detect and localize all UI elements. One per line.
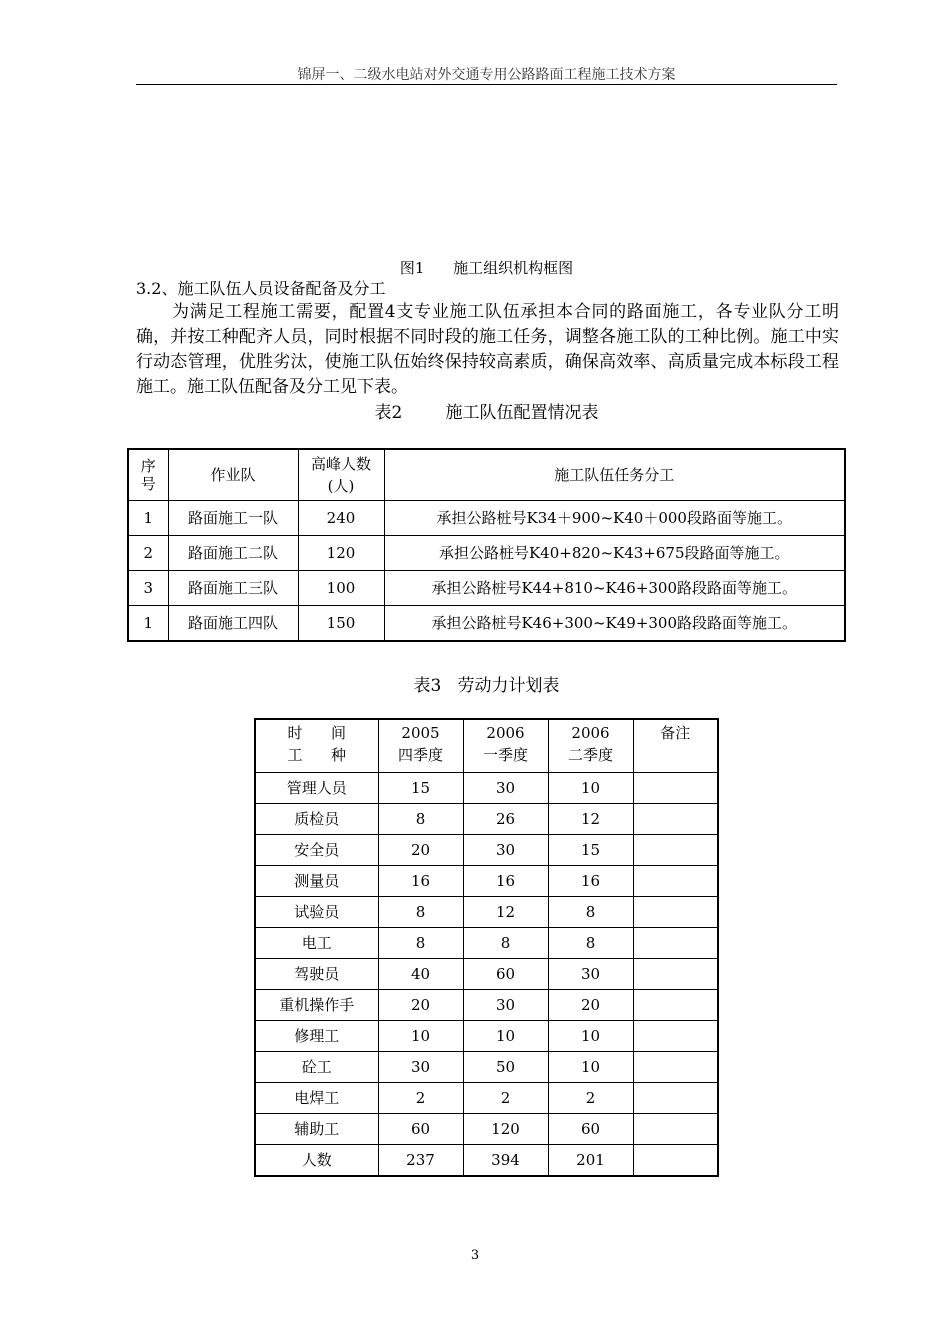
row-value: 394	[463, 1145, 548, 1177]
row-value: 16	[548, 866, 633, 897]
period-year: 2006	[486, 724, 525, 742]
table-header-row	[128, 449, 845, 501]
corner-type-label: 工 种	[287, 746, 347, 764]
period-quarter: 一季度	[482, 746, 528, 764]
row-value: 8	[548, 897, 633, 928]
labor-plan-table	[254, 718, 719, 1177]
row-no: 2	[128, 536, 168, 571]
row-task: 承担公路桩号K40+820~K43+675段路面等施工。	[384, 536, 845, 571]
row-value: 60	[378, 1114, 463, 1145]
row-remark	[633, 1145, 718, 1177]
row-team: 路面施工一队	[168, 501, 298, 536]
row-value: 10	[548, 1021, 633, 1052]
row-value: 8	[378, 928, 463, 959]
row-peak: 100	[298, 571, 384, 606]
row-type: 砼工	[255, 1052, 378, 1083]
period-quarter: 四季度	[397, 746, 443, 764]
row-value: 50	[463, 1052, 548, 1083]
row-value: 30	[463, 990, 548, 1021]
row-remark	[633, 1021, 718, 1052]
page-header: 锦屏一、二级水电站对外交通专用公路路面工程施工技术方案	[297, 67, 676, 83]
period-header	[378, 719, 463, 773]
row-value: 20	[378, 835, 463, 866]
period-header	[463, 719, 548, 773]
period-quarter: 二季度	[567, 746, 613, 764]
table-row	[255, 1021, 718, 1052]
row-value: 120	[463, 1114, 548, 1145]
row-value: 16	[378, 866, 463, 897]
row-remark	[633, 1052, 718, 1083]
row-team: 路面施工四队	[168, 606, 298, 642]
row-value: 201	[548, 1145, 633, 1177]
row-value: 10	[378, 1021, 463, 1052]
row-type: 人数	[255, 1145, 378, 1177]
row-task: 承担公路桩号K34＋900~K40＋000段路面等施工。	[384, 501, 845, 536]
row-type: 驾驶员	[255, 959, 378, 990]
row-value: 15	[548, 835, 633, 866]
row-peak: 120	[298, 536, 384, 571]
row-type: 电焊工	[255, 1083, 378, 1114]
header-rule	[136, 84, 837, 85]
row-type: 管理人员	[255, 773, 378, 804]
row-value: 10	[548, 1052, 633, 1083]
row-peak: 150	[298, 606, 384, 642]
row-peak: 240	[298, 501, 384, 536]
row-team: 路面施工三队	[168, 571, 298, 606]
row-remark	[633, 866, 718, 897]
row-value: 8	[463, 928, 548, 959]
row-value: 8	[548, 928, 633, 959]
row-value: 20	[378, 990, 463, 1021]
row-team: 路面施工二队	[168, 536, 298, 571]
row-value: 8	[378, 897, 463, 928]
row-value: 2	[548, 1083, 633, 1114]
row-value: 8	[378, 804, 463, 835]
row-task: 承担公路桩号K46+300~K49+300路段路面等施工。	[384, 606, 845, 642]
row-value: 12	[463, 897, 548, 928]
row-no: 1	[128, 606, 168, 642]
table-header-row	[255, 719, 718, 773]
row-type: 质检员	[255, 804, 378, 835]
row-value: 10	[463, 1021, 548, 1052]
table-row	[255, 990, 718, 1021]
row-value: 30	[463, 773, 548, 804]
table-row	[255, 866, 718, 897]
section-heading: 3.2、施工队伍人员设备配备及分工	[136, 279, 386, 298]
row-remark	[633, 1114, 718, 1145]
corner-time-label: 时 间	[287, 724, 347, 742]
row-task: 承担公路桩号K44+810~K46+300路段路面等施工。	[384, 571, 845, 606]
row-type: 安全员	[255, 835, 378, 866]
table-row	[255, 773, 718, 804]
period-year: 2006	[571, 724, 610, 742]
header-peak: 高峰人数(人)	[298, 449, 384, 501]
table-row	[255, 928, 718, 959]
row-value: 12	[548, 804, 633, 835]
row-value: 60	[548, 1114, 633, 1145]
row-remark	[633, 773, 718, 804]
figure-caption: 图1 施工组织机构框图	[399, 259, 574, 277]
row-value: 10	[548, 773, 633, 804]
row-remark	[633, 897, 718, 928]
row-value: 30	[463, 835, 548, 866]
team-config-table	[127, 448, 846, 642]
row-value: 30	[378, 1052, 463, 1083]
row-value: 15	[378, 773, 463, 804]
row-remark	[633, 835, 718, 866]
table-row	[128, 606, 845, 642]
row-type: 试验员	[255, 897, 378, 928]
table2-caption: 表2 施工队伍配置情况表	[374, 403, 599, 423]
row-no: 3	[128, 571, 168, 606]
row-remark	[633, 959, 718, 990]
row-type: 测量员	[255, 866, 378, 897]
row-value: 26	[463, 804, 548, 835]
table-row	[255, 1114, 718, 1145]
row-remark	[633, 1083, 718, 1114]
table-row	[255, 897, 718, 928]
page-number: 3	[470, 1248, 480, 1263]
row-no: 1	[128, 501, 168, 536]
row-remark	[633, 804, 718, 835]
corner-header	[255, 719, 378, 773]
table-total-row	[255, 1145, 718, 1177]
row-value: 16	[463, 866, 548, 897]
table-row	[255, 1083, 718, 1114]
header-task: 施工队伍任务分工	[384, 449, 845, 501]
table-row	[128, 501, 845, 536]
row-value: 60	[463, 959, 548, 990]
row-type: 重机操作手	[255, 990, 378, 1021]
table-row	[255, 1052, 718, 1083]
table3-caption: 表3 劳动力计划表	[413, 676, 560, 696]
remark-header: 备注	[633, 719, 718, 773]
period-header	[548, 719, 633, 773]
table-row	[255, 959, 718, 990]
table-row	[255, 835, 718, 866]
table-row	[128, 536, 845, 571]
body-paragraph: 为满足工程施工需要，配置4支专业施工队伍承担本合同的路面施工，各专业队分工明确，并按工种配齐人员，同时根据不同时段的施工任务，调整各施工队的工种比例。施工中实行动态管理，优胜劣汰，使施工队伍始终保持较高素质，确保高效率、高质量完成本标段工程施工。施工队伍配备及分工见下表。	[136, 302, 839, 397]
row-type: 修理工	[255, 1021, 378, 1052]
header-team: 作业队	[168, 449, 298, 501]
row-value: 237	[378, 1145, 463, 1177]
row-type: 辅助工	[255, 1114, 378, 1145]
row-remark	[633, 990, 718, 1021]
header-no: 序号	[128, 449, 168, 501]
period-year: 2005	[401, 724, 440, 742]
row-value: 40	[378, 959, 463, 990]
row-type: 电工	[255, 928, 378, 959]
row-remark	[633, 928, 718, 959]
table-row	[128, 571, 845, 606]
row-value: 2	[378, 1083, 463, 1114]
row-value: 2	[463, 1083, 548, 1114]
row-value: 20	[548, 990, 633, 1021]
row-value: 30	[548, 959, 633, 990]
table-row	[255, 804, 718, 835]
